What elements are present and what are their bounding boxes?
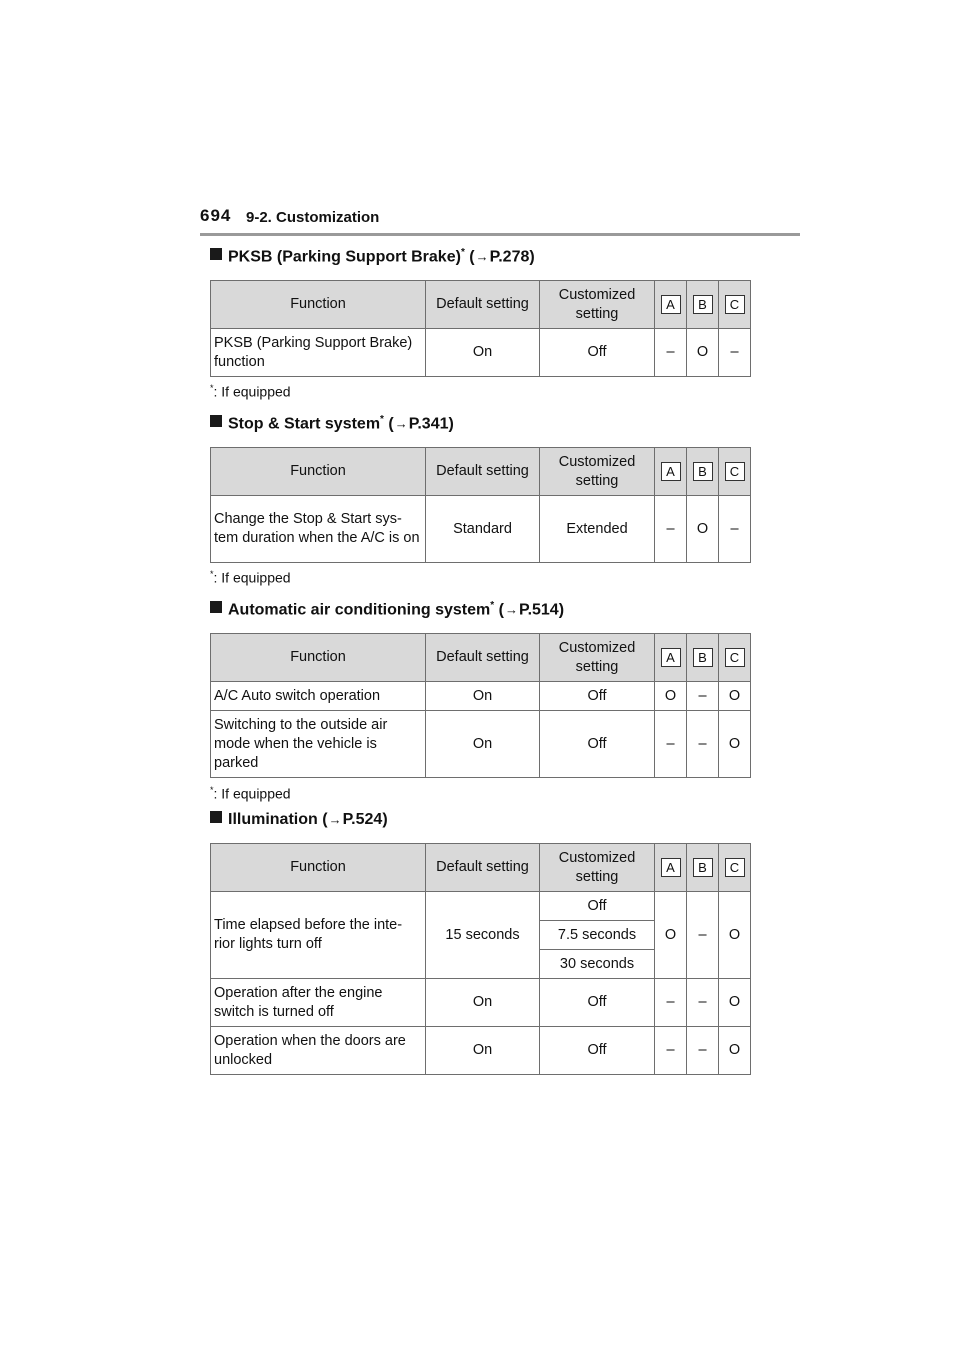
table-subrow: 7.5 seconds (211, 921, 751, 950)
section-title-air-conditioning: Automatic air conditioning system* (→P.514) (210, 600, 564, 619)
table-header-row (211, 634, 751, 682)
chapter-title: 9-2. Customization (246, 209, 380, 226)
col-a: A (655, 634, 687, 682)
col-customized: Customized setting (540, 448, 655, 496)
footnote: *: If equipped (210, 383, 291, 400)
settings-table-pksb (210, 280, 751, 377)
arrow-right-icon: → (328, 812, 342, 827)
square-bullet-icon (210, 811, 222, 823)
header-rule (200, 233, 800, 236)
settings-table-air-conditioning (210, 633, 751, 778)
col-a: A (655, 281, 687, 329)
page-reference-link[interactable]: P.341) (408, 415, 454, 433)
section-title-illumination: Illumination (→P.524) (210, 811, 388, 829)
table-row: Change the Stop & Start sys-tem duration when the A/C is on Standard Extended – O – (211, 496, 751, 563)
settings-table-illumination (210, 843, 751, 1075)
arrow-right-icon: → (504, 602, 518, 618)
col-b: B (687, 281, 719, 329)
section-title-stop-start: Stop & Start system* (→P.341) (210, 414, 454, 433)
table-row: Operation after the engine switch is turned off On Off – – O (211, 979, 751, 1027)
col-b: B (687, 634, 719, 682)
table-row: Operation when the doors are unlocked On Off – – O (211, 1027, 751, 1075)
page-reference-link[interactable]: P.514) (518, 601, 565, 619)
col-default: Default setting (426, 634, 540, 682)
table-header-row (211, 448, 751, 496)
table-row: PKSB (Parking Support Brake) function On Off – O – (211, 329, 751, 377)
arrow-right-icon: → (394, 416, 408, 432)
page-header (200, 206, 800, 236)
col-b: B (687, 844, 719, 892)
col-function: Function (211, 281, 426, 329)
col-function: Function (211, 844, 426, 892)
col-customized: Customized setting (540, 281, 655, 329)
col-function: Function (211, 448, 426, 496)
col-c: C (719, 448, 751, 496)
table-header-row (211, 281, 751, 329)
col-function: Function (211, 634, 426, 682)
square-bullet-icon (210, 601, 222, 613)
section-title-pksb: PKSB (Parking Support Brake)* (→P.278) (210, 247, 535, 266)
footnote: *: If equipped (210, 569, 291, 586)
table-row: Time elapsed before the inte-rior lights turn off 15 seconds Off O – O (211, 892, 751, 921)
table-row: A/C Auto switch operation On Off O – O (211, 682, 751, 711)
col-c: C (719, 634, 751, 682)
square-bullet-icon (210, 415, 222, 427)
page-reference-link[interactable]: P.524) (342, 811, 388, 828)
page-reference-link[interactable]: P.278) (489, 248, 535, 266)
col-customized: Customized setting (540, 844, 655, 892)
arrow-right-icon: → (475, 249, 489, 265)
square-bullet-icon (210, 248, 222, 260)
table-header-row (211, 844, 751, 892)
col-b: B (687, 448, 719, 496)
col-a: A (655, 844, 687, 892)
col-default: Default setting (426, 281, 540, 329)
col-default: Default setting (426, 844, 540, 892)
col-customized: Customized setting (540, 634, 655, 682)
page-number: 694 (200, 206, 232, 225)
col-a: A (655, 448, 687, 496)
table-row: Switching to the outside air mode when the vehicle is parked On Off – – O (211, 711, 751, 778)
settings-table-stop-start (210, 447, 751, 563)
footnote: *: If equipped (210, 785, 291, 802)
col-c: C (719, 844, 751, 892)
col-c: C (719, 281, 751, 329)
col-default: Default setting (426, 448, 540, 496)
table-subrow: 30 seconds (211, 950, 751, 979)
